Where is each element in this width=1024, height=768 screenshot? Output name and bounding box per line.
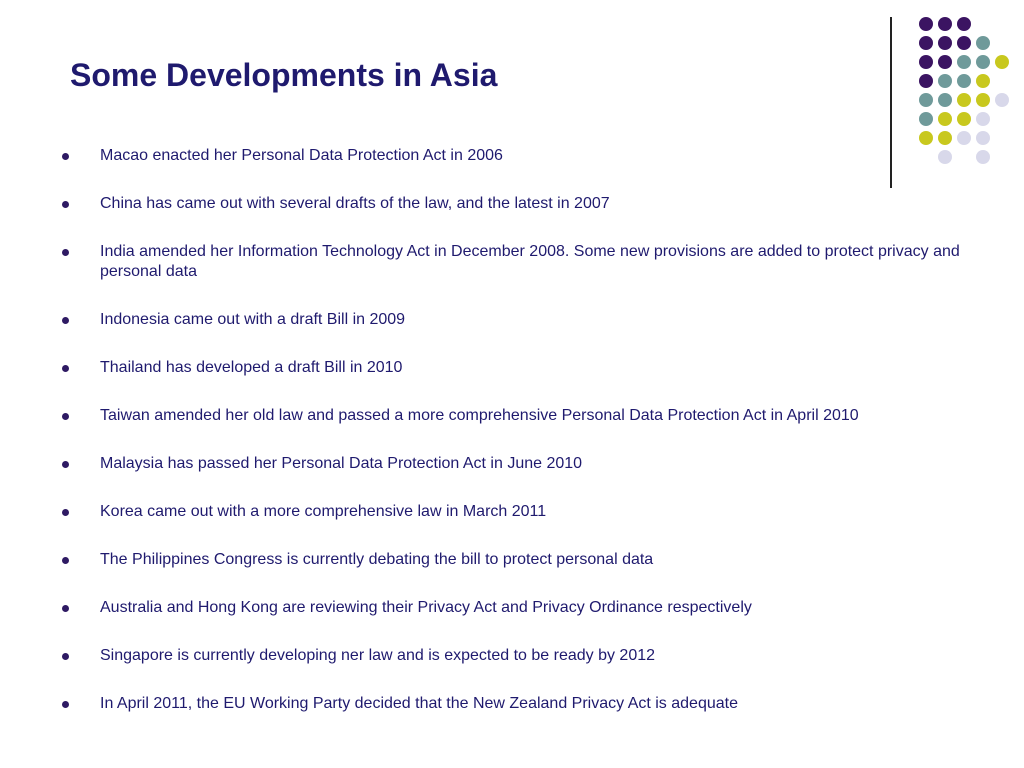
decorative-dot xyxy=(938,131,952,145)
decorative-dot xyxy=(938,93,952,107)
bullet-marker-icon xyxy=(62,201,69,208)
bullet-marker-icon xyxy=(62,509,69,516)
decorative-dot xyxy=(938,74,952,88)
decorative-dot xyxy=(919,17,933,31)
decorative-dot xyxy=(976,36,990,50)
bullet-item xyxy=(0,406,980,426)
decorative-dot xyxy=(938,17,952,31)
bullet-text: Singapore is currently developing ner law and is expected to be ready by 2012 xyxy=(100,647,656,664)
bullet-marker-icon xyxy=(62,317,69,324)
decorative-dot xyxy=(919,36,933,50)
decorative-dot xyxy=(976,112,990,126)
bullet-text: Thailand has developed a draft Bill in 2010 xyxy=(100,359,403,376)
decorative-dot xyxy=(976,93,990,107)
bullet-text: Korea came out with a more comprehensive law in March 2011 xyxy=(100,503,547,520)
decorative-dot xyxy=(919,93,933,107)
bullet-marker-icon xyxy=(62,365,69,372)
bullet-marker-icon xyxy=(62,653,69,660)
bullet-text: India amended her Information Technology Act in December 2008. Some new provisions are added to protect privacy and personal data xyxy=(100,243,960,280)
decorative-dot xyxy=(919,131,933,145)
bullet-item xyxy=(0,146,980,166)
bullet-item xyxy=(0,242,980,282)
bullet-item xyxy=(0,194,980,214)
bullet-marker-icon xyxy=(62,557,69,564)
decorative-dot xyxy=(938,55,952,69)
decorative-dot xyxy=(976,131,990,145)
bullet-item xyxy=(0,310,980,330)
bullet-text: Macao enacted her Personal Data Protection Act in 2006 xyxy=(100,147,503,164)
decorative-dot xyxy=(919,74,933,88)
decorative-dot xyxy=(957,55,971,69)
decorative-dot xyxy=(957,112,971,126)
decorative-dot xyxy=(976,74,990,88)
decorative-dot xyxy=(919,112,933,126)
decorative-dot xyxy=(957,131,971,145)
bullet-text: China has came out with several drafts of the law, and the latest in 2007 xyxy=(100,195,610,212)
bullet-text: In April 2011, the EU Working Party decided that the New Zealand Privacy Act is adequate xyxy=(100,695,738,712)
decorative-dot xyxy=(957,93,971,107)
bullet-marker-icon xyxy=(62,461,69,468)
decorative-dot xyxy=(976,55,990,69)
decorative-dot xyxy=(957,17,971,31)
slide-title: Some Developments in Asia xyxy=(70,57,498,93)
bullet-item xyxy=(0,358,980,378)
bullet-item xyxy=(0,550,980,570)
bullet-item xyxy=(0,454,980,474)
bullet-marker-icon xyxy=(62,153,69,160)
bullet-item xyxy=(0,646,980,666)
bullet-marker-icon xyxy=(62,413,69,420)
decorative-dot xyxy=(995,55,1009,69)
decorative-dot xyxy=(919,55,933,69)
bullet-marker-icon xyxy=(62,701,69,708)
decorative-dot xyxy=(957,36,971,50)
bullet-marker-icon xyxy=(62,249,69,256)
bullet-text: Indonesia came out with a draft Bill in 2009 xyxy=(100,311,406,328)
decorative-dot xyxy=(995,93,1009,107)
decorative-dot xyxy=(938,36,952,50)
bullet-item xyxy=(0,502,980,522)
bullet-text: The Philippines Congress is currently debating the bill to protect personal data xyxy=(100,551,654,568)
bullet-text: Taiwan amended her old law and passed a more comprehensive Personal Data Protection Act in April 2010 xyxy=(100,407,859,424)
bullet-item xyxy=(0,694,980,714)
bullet-marker-icon xyxy=(62,605,69,612)
decorative-dot xyxy=(957,74,971,88)
bullet-item xyxy=(0,598,980,618)
bullet-list xyxy=(0,146,1024,742)
bullet-text: Australia and Hong Kong are reviewing their Privacy Act and Privacy Ordinance respectively xyxy=(100,599,752,616)
decorative-dot xyxy=(938,112,952,126)
bullet-text: Malaysia has passed her Personal Data Protection Act in June 2010 xyxy=(100,455,583,472)
